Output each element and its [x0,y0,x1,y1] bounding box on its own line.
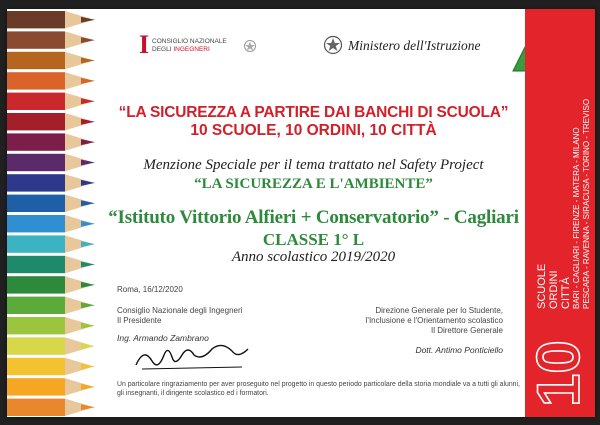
band-text [529,9,595,319]
title-line-2: 10 SCUOLE, 10 ORDINI, 10 CITTÀ [190,122,437,139]
right-sig-role: Il Direttore Generale [430,326,503,335]
mention-text: Menzione Speciale per il tema trattato nel Safety Project [143,157,484,173]
signature-scribble [132,341,252,375]
footer-line-1: Un particolare ringraziamento per aver proseguito nel progetto in questo periodo particolare della storia mondiale va a tutti gli alunni, [117,381,520,388]
issue-date: Roma, 16/12/2020 [117,285,183,294]
cni-logo [139,31,234,61]
cni-logo-line2 [152,46,210,53]
certificate [7,9,595,417]
band-word-ordini: ORDINI [548,270,560,309]
pencils-illustration [7,9,102,417]
right-sig-name: Dott. Antimo Ponticiello [415,345,503,355]
band-word-scuole: SCUOLE [536,263,548,309]
band-number-text: 10 [525,340,592,407]
class-name: CLASSE 1° L [262,230,365,249]
school-name: “Istituto Vittorio Alfieri + Conservatorio” - Cagliari [108,207,519,228]
left-sig-role: Il Presidente [117,316,162,325]
right-sig-org1: Direzione Generale per lo Studente, [375,306,503,315]
cni-logo-line1: CONSIGLIO NAZIONALE [152,38,227,45]
footer-line-2: gli insegnanti, il dirigente scolastico ed i formatori. [117,390,269,397]
left-sig-org: Consiglio Nazionale degli Ingegneri [117,306,243,315]
band-cities-2: PESCARA - RAVENNA - SIRACUSA - TORINO - TREVISO [582,98,591,309]
band-word-citta: CITTÀ [560,277,572,309]
ministry-emblem-icon [323,35,343,55]
cni-logo-line2b: INGEGNERI [173,46,210,53]
cni-logo-mark: I [139,30,150,59]
band-cities-1: BARI - CAGLIARI - FIRENZE - MATERA - MILANO [572,127,581,309]
theme-text: “LA SICUREZZA E L'AMBIENTE” [194,176,433,192]
left-sig-name: Ing. Armando Zambrano [117,333,209,343]
right-sig-org2: l'Inclusione e l'Orientamento scolastico [365,316,503,325]
right-band [525,9,595,417]
school-year: Anno scolastico 2019/2020 [231,249,396,265]
band-number [525,317,592,409]
title-line-1: “LA SICUREZZA A PARTIRE DAI BANCHI DI SCUOLA” [118,104,509,121]
ministry-name: Ministero dell'Istruzione [348,38,481,53]
emblem-icon [243,39,257,53]
cni-logo-line2a: DEGLI [152,46,174,53]
